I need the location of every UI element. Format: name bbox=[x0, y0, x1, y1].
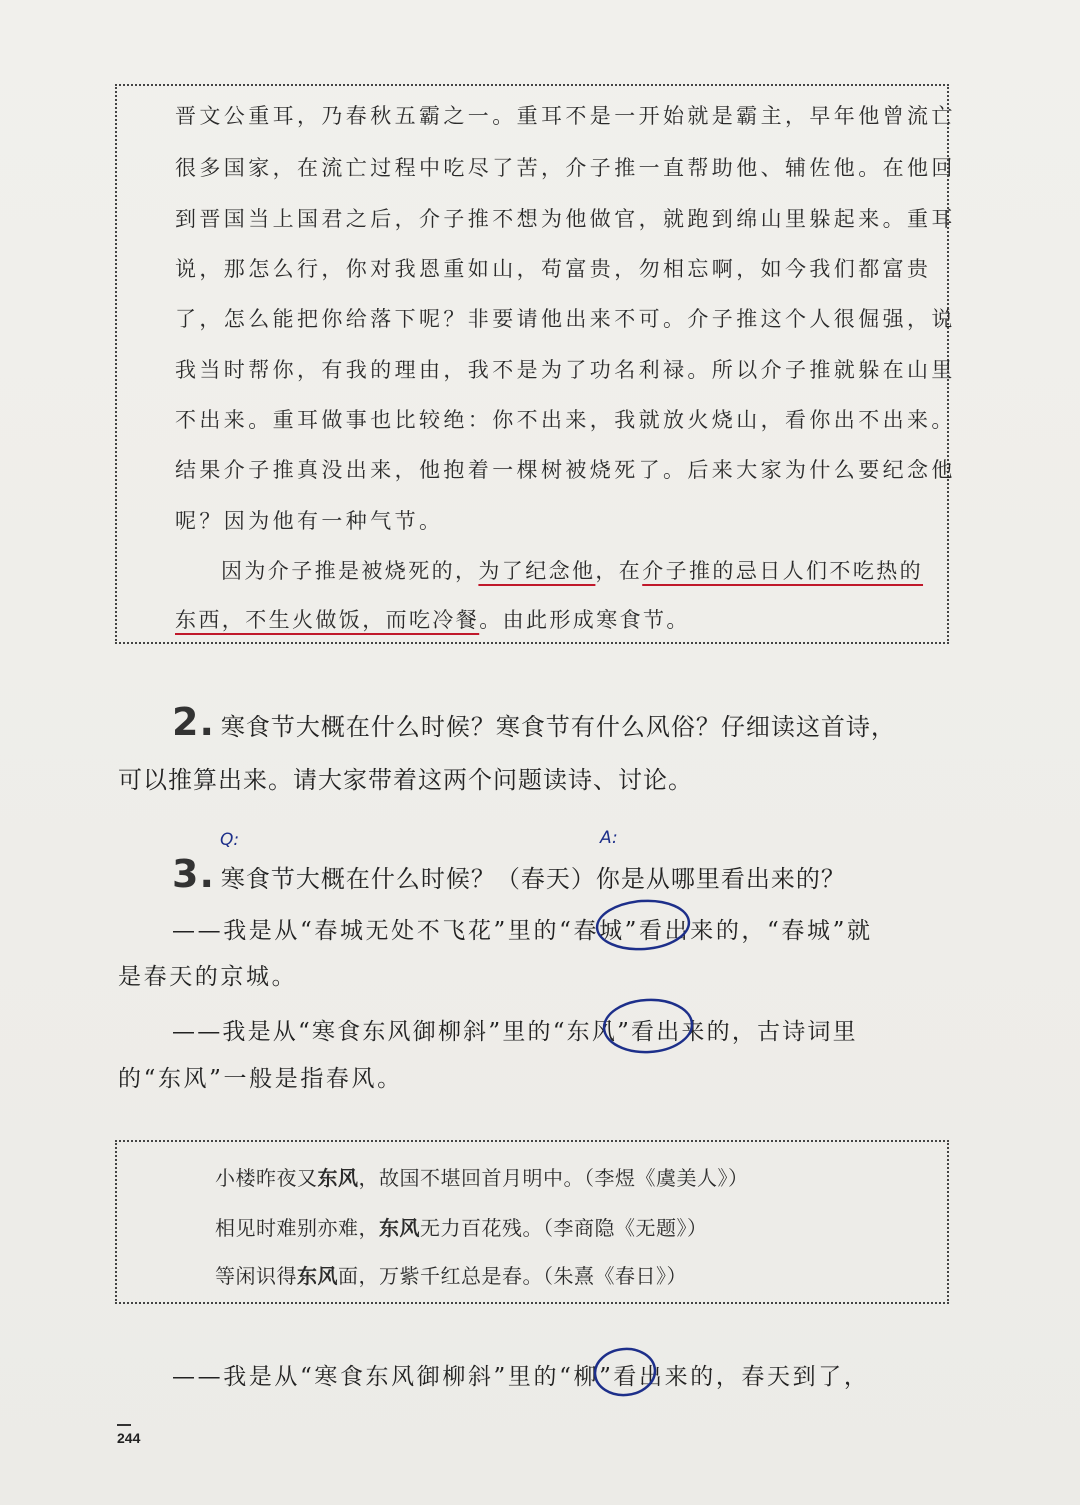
question-text: 寒食节大概在什么时候？寒食节有什么风俗？仔细读这首诗， bbox=[220, 713, 896, 741]
story-line: 说，那怎么行，你对我恩重如山，苟富贵，勿相忘啊，如今我们都富贵 bbox=[175, 257, 932, 281]
page-number: 244 bbox=[117, 1430, 141, 1446]
story-line: 不出来。重耳做事也比较绝：你不出来，我就放火烧山，看你出不出来。 bbox=[175, 408, 956, 432]
poem-keyword: 东风 bbox=[317, 1166, 359, 1190]
story-line: 到晋国当上国君之后，介子推不想为他做官，就跑到绵山里躲起来。重耳 bbox=[175, 207, 956, 231]
answer-3-line1: ——我是从“寒食东风御柳斜”里的“柳”看出来的，春天到了， bbox=[172, 1364, 870, 1390]
answer-2-line1: ——我是从“寒食东风御柳斜”里的“东风”看出来的，古诗词里 bbox=[172, 1019, 858, 1045]
story-line: 很多国家，在流亡过程中吃尽了苦，介子推一直帮助他、辅佐他。在他回 bbox=[175, 156, 956, 180]
story-text: 因为介子推是被烧死的， bbox=[221, 559, 479, 583]
story-line: 结果介子推真没出来，他抱着一棵树被烧死了。后来大家为什么要纪念他 bbox=[175, 458, 956, 482]
ink-circle-dongfeng bbox=[603, 998, 694, 1055]
story-line: 晋文公重耳，乃春秋五霸之一。重耳不是一开始就是霸主，早年他曾流亡 bbox=[175, 104, 956, 128]
poem-text: 相见时难别亦难， bbox=[215, 1216, 379, 1240]
story-line: 了，怎么能把你给落下呢？非要请他出来不可。介子推这个人很倔强，说 bbox=[175, 307, 956, 331]
ink-circle-chuncheng bbox=[595, 898, 690, 952]
underlined-text: 东西，不生火做饭，而吃冷餐 bbox=[175, 608, 480, 632]
poem-keyword: 东风 bbox=[379, 1216, 420, 1240]
ink-circle-liu bbox=[593, 1346, 657, 1397]
underlined-text: 介子推的忌日人们不吃热的 bbox=[642, 559, 924, 583]
question-number: 2. bbox=[172, 700, 215, 744]
answer-1-line1: ——我是从“春城无处不飞花”里的“春城”看出来的，“春城”就 bbox=[172, 918, 873, 944]
poem-keyword: 东风 bbox=[297, 1264, 338, 1288]
poem-text: 小楼昨夜又 bbox=[215, 1166, 318, 1190]
answer-2-line2: 的“东风”一般是指春风。 bbox=[118, 1066, 403, 1092]
story-line: 呢？因为他有一种气节。 bbox=[175, 509, 444, 533]
underlined-text: 为了纪念他 bbox=[478, 559, 596, 583]
handwritten-a-annotation: A: bbox=[600, 828, 618, 848]
answer-1-line2: 是春天的京城。 bbox=[118, 964, 298, 990]
question-number: 3. bbox=[172, 852, 215, 896]
story-text: 。由此形成寒食节。 bbox=[479, 608, 690, 632]
question-2-line2: 可以推算出来。请大家带着这两个问题读诗、讨论。 bbox=[118, 766, 693, 794]
poem-text: 面，万紫千红总是春。（朱熹《春日》） bbox=[338, 1264, 687, 1288]
poem-text: ，故国不堪回首月明中。（李煜《虞美人》） bbox=[358, 1166, 749, 1190]
story-line: 我当时帮你，有我的理由，我不是为了功名利禄。所以介子推就躲在山里 bbox=[175, 358, 956, 382]
poem-text: 等闲识得 bbox=[215, 1264, 297, 1288]
question-text: 寒食节大概在什么时候？（春天）你是从哪里看出来的？ bbox=[220, 865, 846, 893]
story-text: ，在 bbox=[595, 559, 643, 583]
poem-text: 无力百花残。（李商隐《无题》） bbox=[420, 1216, 708, 1240]
handwritten-q-annotation: Q: bbox=[220, 830, 240, 850]
